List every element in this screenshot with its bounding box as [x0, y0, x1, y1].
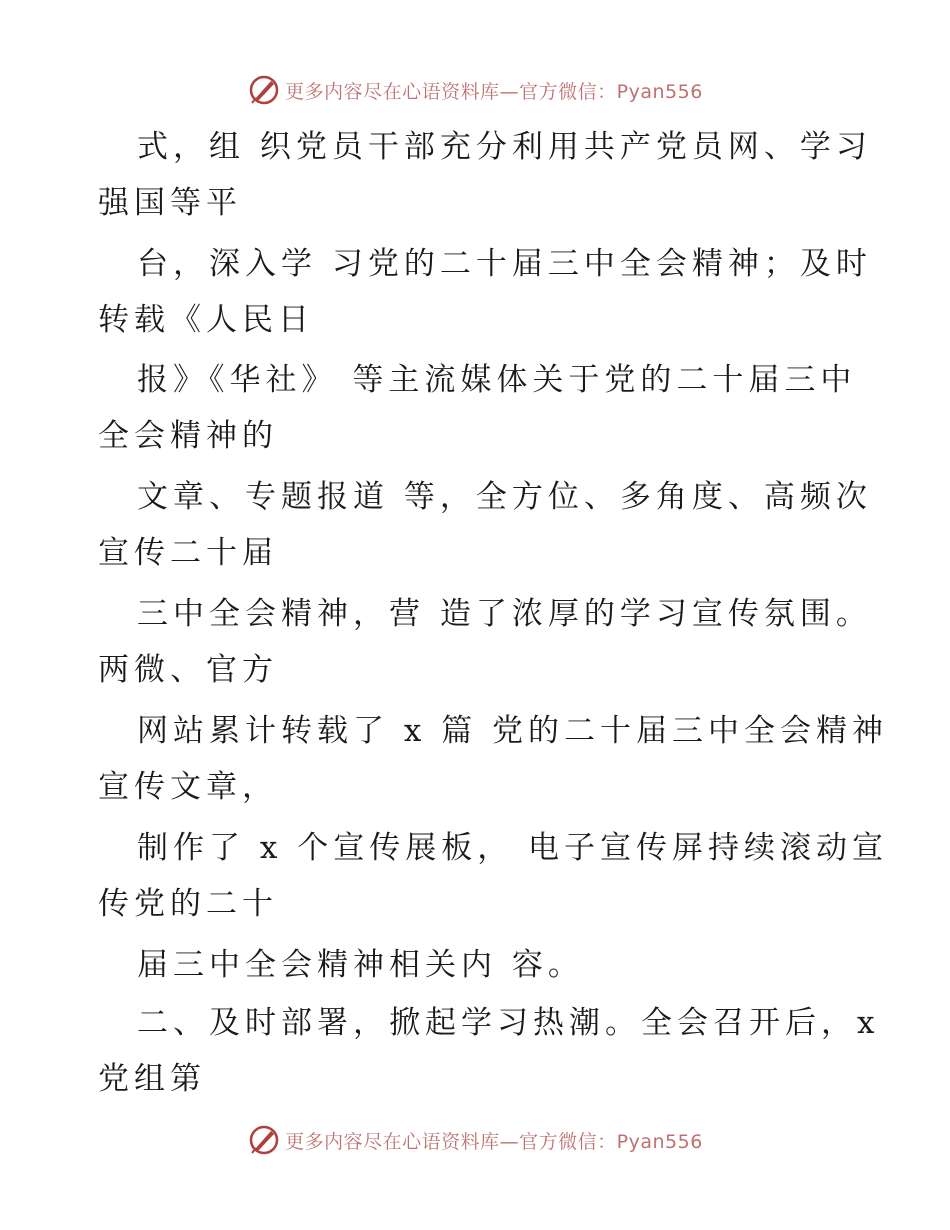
watermark-text: 更多内容尽在心语资料库—官方微信：Pyan556 — [285, 80, 703, 103]
paragraph-line: 强国等平 — [98, 185, 242, 221]
paragraph-line: 式，组 织党员干部充分利用共产党员网、学习 — [137, 129, 872, 165]
footer-watermark — [0, 1120, 950, 1160]
watermark-text: 更多内容尽在心语资料库—官方微信：Pyan556 — [285, 1130, 703, 1153]
paragraph-line: 三中全会精神，营 造了浓厚的学习宣传氛围。 — [137, 596, 872, 632]
paragraph-line: 全会精神的 — [98, 418, 278, 454]
quill-pen-logo-icon — [247, 1123, 281, 1157]
paragraph-line: 网站累计转载了 x 篇 党的二十届三中全会精神 — [137, 713, 889, 749]
paragraph-line: 两微、官方 — [98, 652, 278, 688]
paragraph-line: 报》《华社》 等主流媒体关于党的二十届三中 — [137, 362, 857, 398]
paragraph-line: 文章、专题报道 等，全方位、多角度、高频次 — [137, 479, 872, 515]
paragraph-line: 宣传二十届 — [98, 535, 278, 571]
paragraph-line: 党组第 — [98, 1061, 206, 1097]
paragraph-line: 届三中全会精神相关内 容。 — [137, 947, 584, 983]
paragraph-line: 转载《人民日 — [98, 302, 314, 338]
paragraph-line: 制作了 x 个宣传展板， 电子宣传屏持续滚动宣 — [137, 830, 889, 866]
paragraph-line: 二、及时部署，掀起学习热潮。全会召开后，x — [137, 1005, 880, 1041]
paragraph-line: 传党的二十 — [98, 886, 278, 922]
paragraph-line: 台，深入学 习党的二十届三中全会精神；及时 — [137, 246, 872, 282]
paragraph-line: 宣传文章， — [98, 769, 278, 805]
